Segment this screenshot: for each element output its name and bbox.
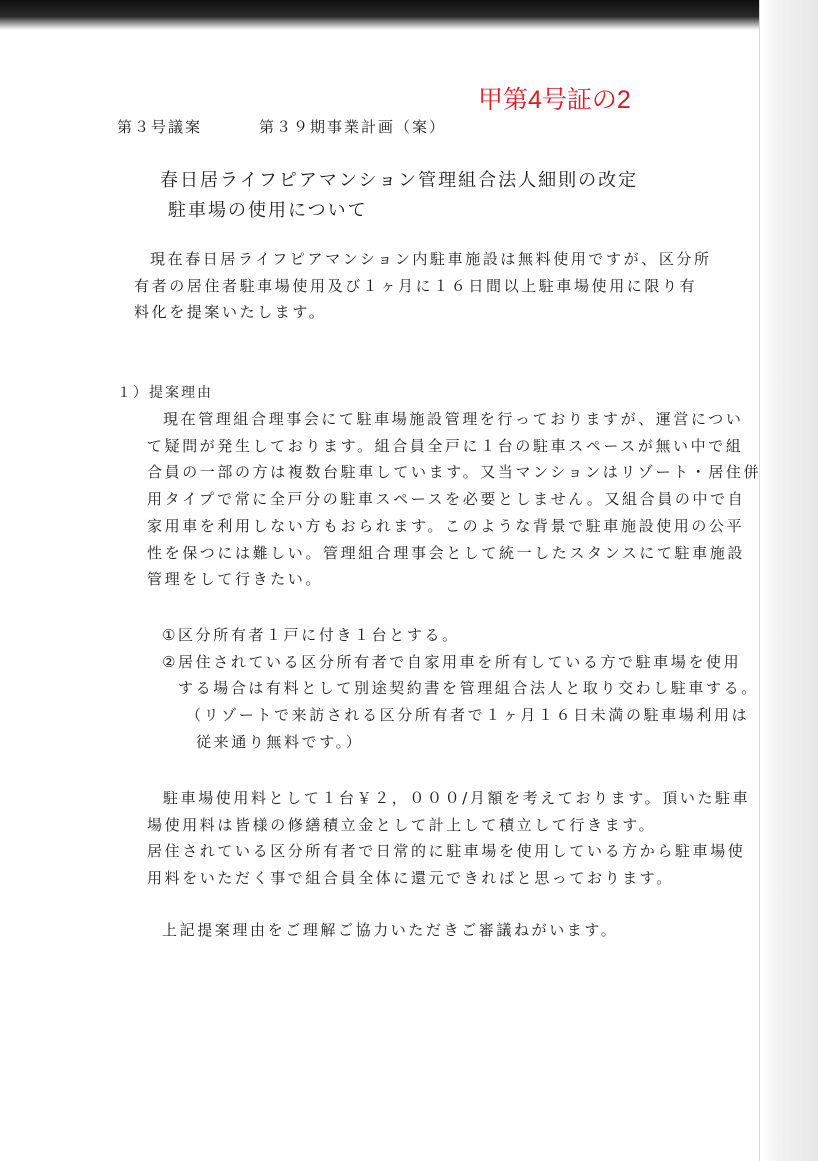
reason-line: て疑問が発生しております。組合員全戸に１台の駐車スペースが無い中で組	[147, 436, 744, 455]
fee-line: 居住されている区分所有者で日常的に駐車場を使用している方から駐車場使	[147, 842, 746, 861]
title-line-1: 春日居ライフピアマンション管理組合法人細則の改定	[160, 170, 639, 191]
intro-line: 有者の居住者駐車場使用及び１ヶ月に１６日間以上駐車場使用に限り有	[134, 276, 698, 295]
reason-line: 性を保つには難しい。管理組合理事会として統一したスタンスにて駐車施設	[147, 543, 745, 562]
fee-paragraph	[147, 785, 750, 892]
item-2-line: する場合は有料として別途契約書を管理組合法人と取り交わし駐車する。	[178, 679, 759, 698]
intro-line: 料化を提案いたします。	[134, 303, 327, 322]
title-line-2: 駐車場の使用について	[168, 200, 368, 221]
reason-paragraph	[147, 406, 761, 593]
reason-line: 現在管理組合理事会にて駐車場施設管理を行っておりますが、運営につい	[163, 410, 744, 428]
intro-line: 現在春日居ライフピアマンション内駐車施設は無料使用ですが、区分所	[150, 250, 712, 268]
reason-line: 用タイプで常に全戸分の駐車スペースを必要としません。又組合員の中で自	[147, 490, 746, 509]
fee-line: 用料をいただく事で組合員全体に還元できればと思っております。	[147, 869, 674, 888]
note-line: （リゾートで来訪される区分所有者で１ヶ月１６日未満の駐車場利用は	[186, 706, 750, 725]
section-heading: １）提案理由	[117, 385, 213, 401]
fee-line: 駐車場使用料として１台￥２，０００/月額を考えております。頂いた駐車	[163, 789, 751, 807]
reason-line: 管理をして行きたい。	[147, 570, 324, 589]
reason-line: 合員の一部の方は複数台駐車しています。又当マンションはリゾート・居住併	[147, 463, 762, 482]
agenda-title: 第３９期事業計画（案）	[259, 118, 447, 136]
reason-line: 家用車を利用しない方もおられます。このような背景で駐車施設使用の公平	[147, 516, 745, 535]
agenda-number: 第３号議案	[117, 118, 203, 136]
note-line: 従来通り無料です。）	[196, 732, 364, 751]
proposal-items	[162, 622, 759, 756]
fee-line: 場使用料は皆様の修繕積立金として計上して積立して行きます。	[147, 815, 657, 834]
item-2-line: ②居住されている区分所有者で自家用車を所有している方で駐車場を使用	[162, 652, 742, 671]
item-1: ①区分所有者１戸に付き１台とする。	[162, 626, 460, 644]
exhibit-label: 甲第4号証の2	[478, 86, 631, 114]
document-title	[160, 166, 638, 226]
closing-sentence: 上記提案理由をご理解ご協力いただきご審議ねがいます。	[162, 921, 619, 939]
intro-paragraph	[134, 246, 712, 326]
